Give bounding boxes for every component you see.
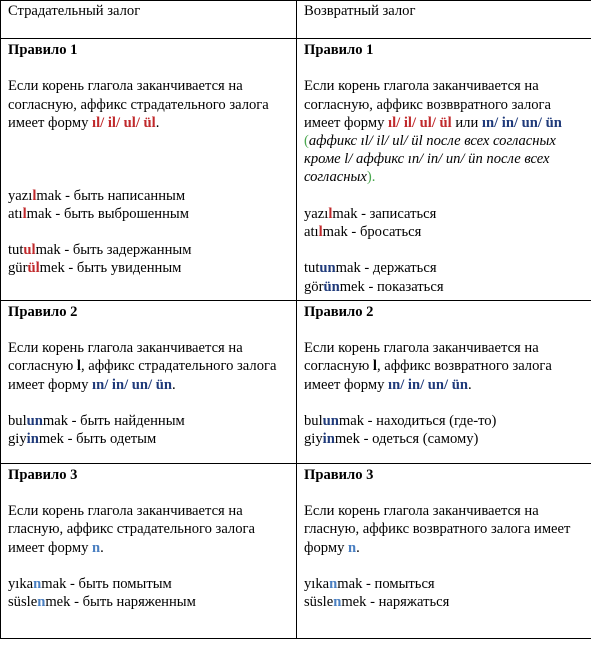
example-line: yıkanmak - быть помытым xyxy=(8,575,172,592)
example-line: gürülmek - быть увиденным xyxy=(8,260,182,277)
rule-description: Если корень глагола заканчивается на согласную, аффикс возввратного залога имеет форму ıl/ il/ ul/ ül или ın/ in/ un/ ün (аффикс ıl/ il/ ul/ ül после всех согласных кроме l/ аффикс ın/ in/ un/ ün после всех согласных). xyxy=(304,78,562,186)
example-line: tutunmak - держаться xyxy=(304,260,437,277)
example-line: yıkanmak - помыться xyxy=(304,575,435,592)
reflexive-rule-2-cell xyxy=(297,300,591,463)
rule-description: Если корень глагола заканчивается на согласную l, аффикс страдательного залога имеет форму ın/ in/ un/ ün. xyxy=(8,340,277,393)
example-line: yazılmak - записаться xyxy=(304,205,437,222)
header-passive: Страдательный залог xyxy=(1,1,297,39)
example-line: atılmak - быть выброшенным xyxy=(8,205,189,222)
example-line: bulunmak - быть найденным xyxy=(8,412,185,429)
reflexive-rule-3-cell xyxy=(297,463,591,638)
example-line: süslenmek - быть наряженным xyxy=(8,594,196,611)
rule-description: Если корень глагола заканчивается на гласную, аффикс возвратного залога имеет форму n. xyxy=(304,503,571,556)
rule-title: Правило 3 xyxy=(304,466,374,483)
affix: ın/ in/ un/ ün xyxy=(388,376,468,393)
header-reflexive: Возвратный залог xyxy=(297,1,591,39)
affix-note: аффикс ıl/ il/ ul/ ül после всех согласных кроме l/ аффикс ın/ in/ un/ ün после всех согласных xyxy=(304,133,556,186)
rule-title: Правило 3 xyxy=(8,466,78,483)
reflexive-rule-1-cell xyxy=(297,39,591,301)
affix: ıl/ il/ ul/ ül xyxy=(92,114,156,131)
rule-title: Правило 1 xyxy=(8,42,78,58)
example-line: bulunmak - находиться (где-то) xyxy=(304,412,497,429)
rule-description: Если корень глагола заканчивается на согласную, аффикс страдательного залога имеет форму ıl/ il/ ul/ ül. xyxy=(8,78,269,131)
rule-2-row xyxy=(1,300,591,463)
example-line: tutulmak - быть задержанным xyxy=(8,242,192,259)
rule-title: Правило 1 xyxy=(304,42,374,58)
rule-description: Если корень глагола заканчивается на гласную, аффикс страдательного залога имеет форму n. xyxy=(8,503,255,556)
header-row xyxy=(1,1,591,39)
rule-title: Правило 2 xyxy=(8,303,78,320)
affix: n xyxy=(348,539,357,556)
rule-3-row xyxy=(1,463,591,638)
rule-title: Правило 2 xyxy=(304,303,374,320)
example-line: süslenmek - наряжаться xyxy=(304,594,450,611)
affix: ın/ in/ un/ ün xyxy=(92,376,172,393)
passive-rule-2-cell xyxy=(1,300,297,463)
example-line: giyinmek - одеться (самому) xyxy=(304,431,479,448)
affix: ıl/ il/ ul/ ül xyxy=(388,114,452,131)
example-line: görünmek - показаться xyxy=(304,278,444,295)
rule-1-row xyxy=(1,39,591,301)
affix: ın/ in/ un/ ün xyxy=(481,114,562,131)
affix: n xyxy=(92,539,101,556)
example-line: giyinmek - быть одетым xyxy=(8,431,157,448)
example-line: yazılmak - быть написанным xyxy=(8,187,186,204)
passive-rule-1-cell xyxy=(1,39,297,301)
rule-description: Если корень глагола заканчивается на согласную l, аффикс возвратного залога имеет форму ın/ in/ un/ ün. xyxy=(304,340,552,393)
passive-rule-3-cell xyxy=(1,463,297,638)
example-line: atılmak - бросаться xyxy=(304,224,422,240)
